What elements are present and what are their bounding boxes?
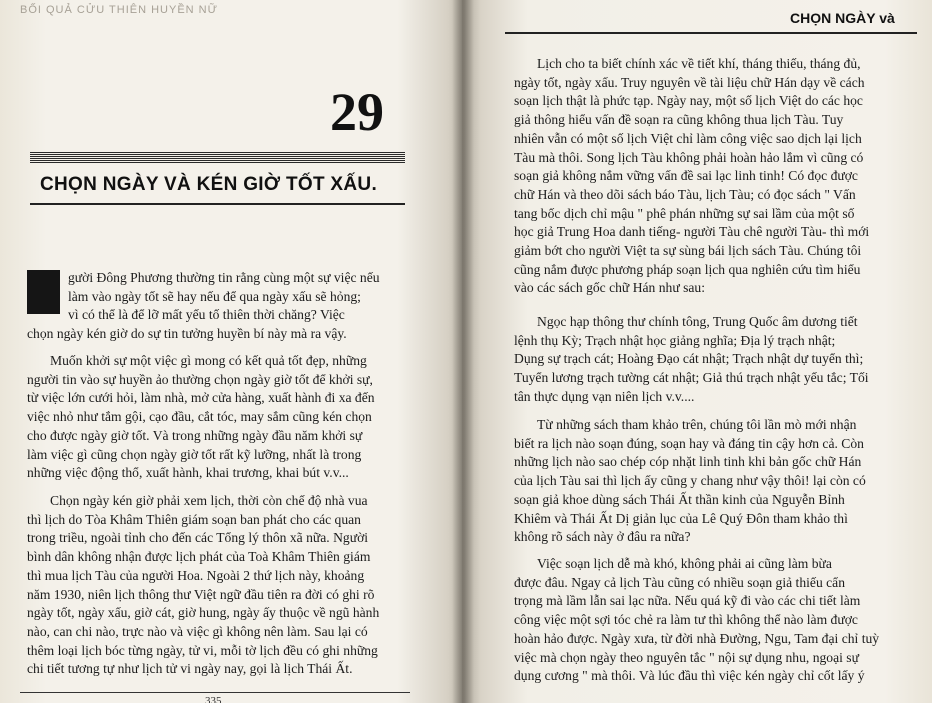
text-line: gười Đông Phương thường tin rằng cùng một sự việc nếu [68,270,380,285]
text-line: của lịch Tàu sai thì lịch ấy cũng y chang như vậy thôi! lại còn có [514,473,866,489]
text-line: nhiên vẫn có một số lịch Việt chỉ làm công việc sao dịch lại lịch [514,130,862,146]
text-line: soạn giả không nắm vững vấn đề sai lạc linh tinh! Có đọc được [514,168,858,184]
text-line: hoàn hảo được. Ngày xưa, từ đời nhà Đường, Ngu, Tam đại chỉ tuỳ [514,630,880,646]
text-line: làm vào ngày tốt sẽ hay nếu để qua ngày xấu sẽ hỏng; [68,288,361,304]
left-paragraph-1 [27,269,412,344]
text-line: thì lịch do Tòa Khâm Thiên giám soạn ban phát cho các quan [27,511,361,527]
text-line: vào các sách gốc chữ Hán như sau: [514,280,706,296]
text-line: học giả Trung Hoa danh tiếng- người Tàu chê người Tàu- thì mới [514,224,870,240]
text-line: soạn giả khoe dùng sách Thái Ất thần kinh của Nguyễn Bỉnh [514,491,845,507]
text-line: nào, can chi nào, trực nào và việc gì không nên làm. Sau lại có [27,623,368,639]
text-line: Lịch cho ta biết chính xác về tiết khí, tháng thiếu, tháng đủ, [537,56,861,71]
header-rule [505,32,917,34]
right-running-head: CHỌN NGÀY và [790,10,895,26]
text-line: Chọn ngày kén giờ phải xem lịch, thời còn chế độ nhà vua [50,493,368,508]
text-line: thêm loại lịch bóc từng ngày, tử vi, mỗi tờ lịch đều có ghi những [27,642,378,658]
right-paragraph-3 [514,416,910,547]
text-line: vì có thể là để lỡ mất yếu tố thiên thời chăng? Việc [68,307,345,323]
text-line: giảm bớt cho người Việt ta sự sùng bái lịch sách Tàu. Chúng tôi [514,243,862,259]
text-line: tân thực dụng vạn niên lịch v.v.... [514,388,695,404]
text-line: chọn ngày kén giờ do sự tin tưởng huyền bí này mà ra vậy. [27,326,347,342]
page-number: 335 [205,695,222,703]
text-line: người tin vào sự huyền ảo thường chọn ngày giờ tốt để khởi sự, [27,371,373,387]
text-line: việc nhỏ như tắm gội, cạo đầu, cắt tóc, may sắm cũng kén chọn [27,409,372,425]
book-gutter-shadow [452,0,474,703]
left-paragraph-2 [27,352,412,483]
text-line: ngày tốt, ngày xấu, giờ cát, giờ hung, ngày ấy thuộc về ngũ hành [27,605,380,621]
text-line: bình dân không nhận được lịch phát của Toà Khâm Thiên giám [27,549,371,565]
text-line: thì mua lịch Tàu của người Hoa. Ngoài 2 thứ lịch này, khoảng [27,567,365,583]
text-line: Việc soạn lịch dễ mà khó, không phải ai cũng làm bừa [537,556,832,571]
text-line: không rõ sách này ở đâu ra nữa? [514,529,691,545]
text-line: năm 1930, niên lịch thông thư Việt ngữ đầu tiên ra đời có ghi rõ [27,586,375,602]
text-line: những lịch nào sao chép cóp nhặt linh tinh khi bản gốc chữ Hán [514,454,862,470]
right-paragraph-1 [514,55,910,298]
text-line: việc mà chọn ngày theo nguyên tắc " nội sự dụng nhu, ngoại sự [514,649,859,665]
text-line: chi tiết tương tự như lịch tử vi ngày nay, gọi là lịch Thái Ất. [27,661,353,677]
text-line: biết ra lịch nào soạn đúng, soạn hay và đáng tin cậy hơn cả. Còn [514,435,864,451]
text-line: ngày tốt, ngày xấu. Truy nguyên về tài liệu chữ Hán dạy về cách [514,74,865,90]
text-line: những việc động thổ, xuất hành, khai trương, khai bút v.v... [27,465,349,481]
text-line: chữ Hán và theo dõi sách báo Tàu, lịch Tàu; có đọc sách " Vấn [514,186,856,202]
chapter-number: 29 [330,82,384,142]
chapter-rule-band [30,152,405,164]
chapter-title: CHỌN NGÀY VÀ KÉN GIỜ TỐT XẤU. [40,174,378,195]
text-line: Khiêm và Thái Ất Dị giản lục của Lê Quý Đôn tham khảo thì [514,510,848,526]
right-paragraph-2 [514,313,910,407]
chapter-title-underline [30,203,405,205]
text-line: Từ những sách tham khảo trên, chúng tôi lần mò mới nhận [537,417,857,432]
text-line: giả thông hiểu vấn đề soạn ra cũng không thua lịch Tàu. Tuy [514,112,844,128]
left-running-head: BỐI QUẢ CỬU THIÊN HUYỀN NỮ [20,4,218,16]
text-line: soạn lịch thật là phức tạp. Ngày nay, một số lịch Việt do các học [514,93,863,109]
text-line: Tuyển lương trạch tường cát nhật; Giả thú trạch nhật yếu tắc; Tối [514,370,869,386]
text-line: Tàu mà thôi. Song lịch Tàu không phải hoàn hảo lắm vì cũng có [514,149,864,165]
text-line: cũng nắm được phương pháp soạn lịch qua nghiên cứu tìm hiểu [514,261,861,277]
text-line: Dụng sự trạch cát; Hoàng Đạo cát nhật; Trạch nhật dự tuyển thì; [514,351,864,367]
text-line: công việc một sợi tóc chẻ ra làm tư thì không thể nào làm được [514,612,858,628]
text-line: Muốn khởi sự một việc gì mong có kết quả tốt đẹp, những [50,353,367,368]
text-line: Ngọc hạp thông thư chính tông, Trung Quốc âm dương tiết [537,314,858,329]
text-line: từ việc lớn cưới hỏi, làm nhà, mở cửa hàng, xuất hành đi xa đến [27,390,375,406]
bottom-rule [20,692,410,693]
text-line: dụng cương " mà thôi. Và lúc đầu thì việc kén ngày chỉ cốt lấy ý [514,668,865,684]
text-line: lệnh thụ Kỳ; Trạch nhật học giảng nghĩa; Địa lý trạch nhật; [514,332,836,348]
text-line: làm việc gì cũng chọn ngày giờ tốt rất kỹ lưỡng, nhất là trong [27,446,362,462]
text-line: được đâu. Ngay cả lịch Tàu cũng có nhiều soạn giả thiếu cẩn [514,574,846,590]
left-paragraph-3 [27,492,412,679]
text-line: trọng mà lầm lẫn sai lạc nữa. Nếu quá kỹ đi vào các chi tiết làm [514,593,861,609]
text-line: cho được ngày giờ tốt. Và trong những ngày đầu năm khởi sự [27,427,363,443]
text-line: tang bốc dịch chỉ mậu " phê phán những sự sai lầm của một số [514,205,855,221]
text-line: trong triều, ngoài tỉnh cho đến các Tổng lý thôn xã nữa. Người [27,530,369,546]
left-page [0,0,462,703]
right-paragraph-4 [514,555,910,686]
